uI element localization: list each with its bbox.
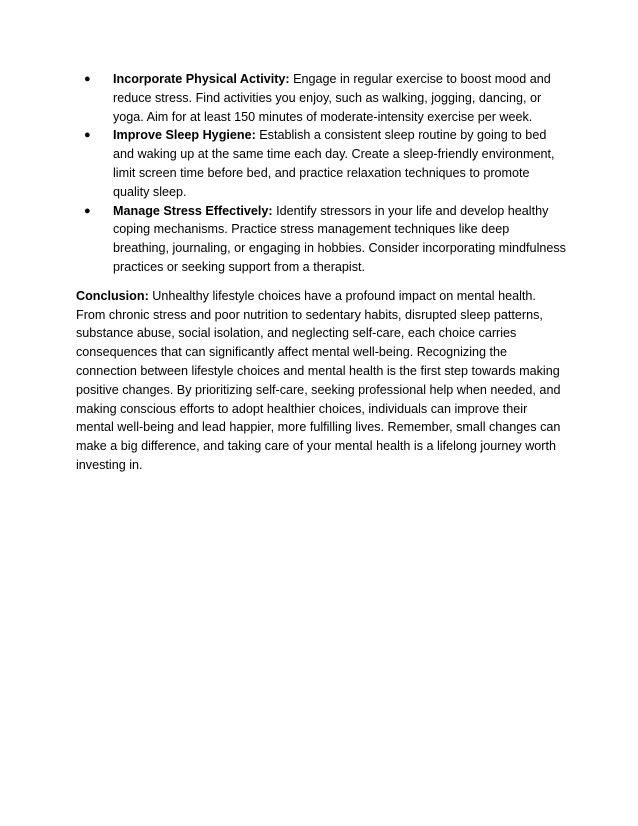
document-body — [76, 70, 568, 475]
list-item — [76, 126, 568, 201]
list-item-text: Establish a consistent sleep routine by going to bed and waking up at the same time each day. Create a sleep-friendly environment, limit screen time before bed, and practice relaxation techniques to promote quality sleep. — [113, 128, 555, 199]
bullet-icon: ● — [84, 73, 91, 85]
list-item-text: Engage in regular exercise to boost mood and reduce stress. Find activities you enjoy, such as walking, jogging, dancing, or yoga. Aim for at least 150 minutes of moderate-intensity exercise per week. — [113, 72, 551, 124]
list-item-title: Manage Stress Effectively: — [113, 203, 273, 218]
list-item-title: Incorporate Physical Activity: — [113, 72, 290, 86]
conclusion-label: Conclusion: — [76, 288, 149, 303]
conclusion-text: Unhealthy lifestyle choices have a profound impact on mental health. From chronic stress and poor nutrition to sedentary habits, disrupted sleep patterns, substance abuse, social isolation, and neglecting self-care, each choice carries consequences that can significantly affect mental well-being. Recognizing the connection between lifestyle choices and mental health is the first step towards making positive changes. By prioritizing self-care, seeking professional help when needed, and making conscious efforts to adopt healthier choices, individuals can improve their mental well-being and lead happier, more fulfilling lives. Remember, small changes can make a big difference, and taking care of your mental health is a lifelong journey worth investing in. — [76, 288, 561, 472]
list-item-text: Identify stressors in your life and develop healthy coping mechanisms. Practice stress management techniques like deep breathing, journaling, or engaging in hobbies. Consider incorporating mindfulness practices or seeking support from a therapist. — [113, 203, 566, 274]
list-item-title: Improve Sleep Hygiene: — [113, 128, 256, 143]
list-item — [76, 202, 568, 277]
tips-list — [76, 70, 568, 277]
list-item — [76, 70, 568, 126]
bullet-icon: ● — [84, 204, 91, 217]
conclusion-paragraph — [76, 287, 568, 475]
bullet-icon: ● — [84, 129, 91, 142]
